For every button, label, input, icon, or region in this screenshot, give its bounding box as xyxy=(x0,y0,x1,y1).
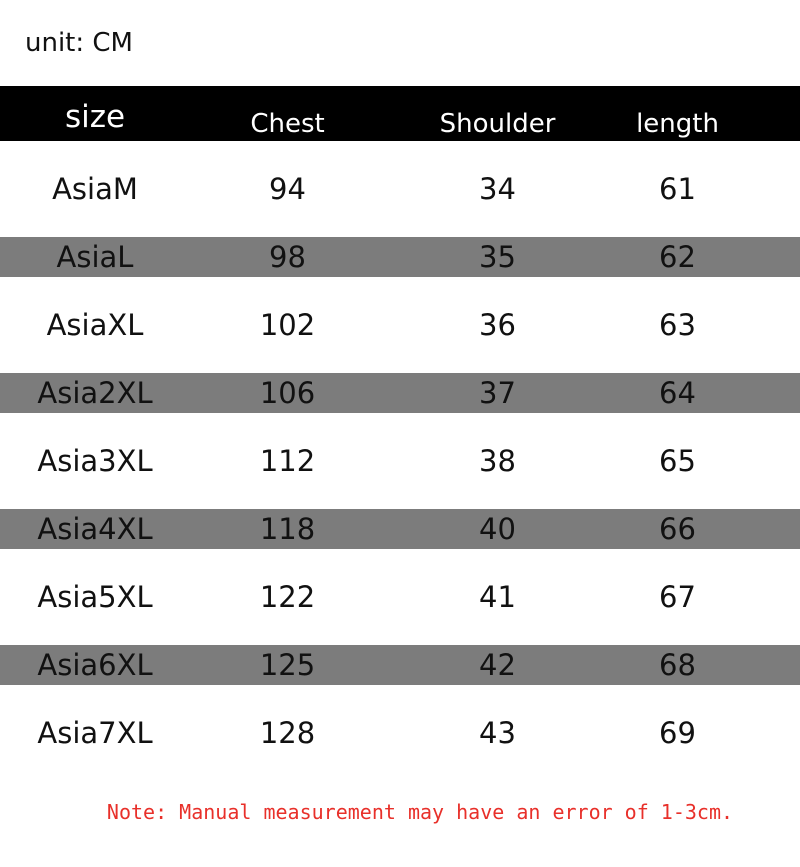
shoulder-cell: 41 xyxy=(479,580,516,614)
table-row xyxy=(0,413,800,509)
table-row xyxy=(0,645,800,685)
shoulder-cell: 43 xyxy=(479,716,516,750)
length-cell: 68 xyxy=(659,648,696,682)
table-row xyxy=(0,509,800,549)
length-cell: 69 xyxy=(659,716,696,750)
size-cell: Asia6XL xyxy=(37,648,153,682)
size-cell: Asia2XL xyxy=(37,376,153,410)
length-cell: 62 xyxy=(659,240,696,274)
header-chest: Chest xyxy=(250,109,325,139)
size-cell: Asia7XL xyxy=(37,716,153,750)
chest-cell: 102 xyxy=(259,308,316,342)
length-cell: 63 xyxy=(659,308,696,342)
table-row xyxy=(0,549,800,645)
chest-cell: 118 xyxy=(259,512,316,546)
length-cell: 67 xyxy=(659,580,696,614)
shoulder-cell: 42 xyxy=(479,648,516,682)
header-length: length xyxy=(636,109,719,139)
header-size: size xyxy=(64,99,126,135)
size-cell: AsiaM xyxy=(52,172,138,206)
length-cell: 61 xyxy=(659,172,696,206)
size-cell: AsiaXL xyxy=(46,308,144,342)
shoulder-cell: 35 xyxy=(479,240,516,274)
shoulder-cell: 40 xyxy=(479,512,516,546)
header-shoulder: Shoulder xyxy=(439,109,556,139)
chest-cell: 98 xyxy=(269,240,306,274)
table-row xyxy=(0,141,800,237)
length-cell: 64 xyxy=(659,376,696,410)
size-cell: Asia3XL xyxy=(37,444,153,478)
measurement-note: Note: Manual measurement may have an error of 1-3cm. xyxy=(106,800,734,824)
shoulder-cell: 34 xyxy=(479,172,516,206)
chest-cell: 112 xyxy=(259,444,316,478)
length-cell: 66 xyxy=(659,512,696,546)
chest-cell: 106 xyxy=(259,376,316,410)
table-row xyxy=(0,685,800,781)
chest-cell: 128 xyxy=(259,716,316,750)
chest-cell: 94 xyxy=(269,172,306,206)
table-row xyxy=(0,373,800,413)
length-cell: 65 xyxy=(659,444,696,478)
table-row xyxy=(0,277,800,373)
size-chart-table xyxy=(0,86,800,781)
size-cell: AsiaL xyxy=(56,240,134,274)
shoulder-cell: 36 xyxy=(479,308,516,342)
shoulder-cell: 37 xyxy=(479,376,516,410)
chest-cell: 122 xyxy=(259,580,316,614)
table-row xyxy=(0,237,800,277)
unit-label: unit: CM xyxy=(25,28,133,58)
size-cell: Asia5XL xyxy=(37,580,153,614)
size-cell: Asia4XL xyxy=(37,512,153,546)
shoulder-cell: 38 xyxy=(479,444,516,478)
chest-cell: 125 xyxy=(259,648,316,682)
table-header-row xyxy=(0,86,800,141)
